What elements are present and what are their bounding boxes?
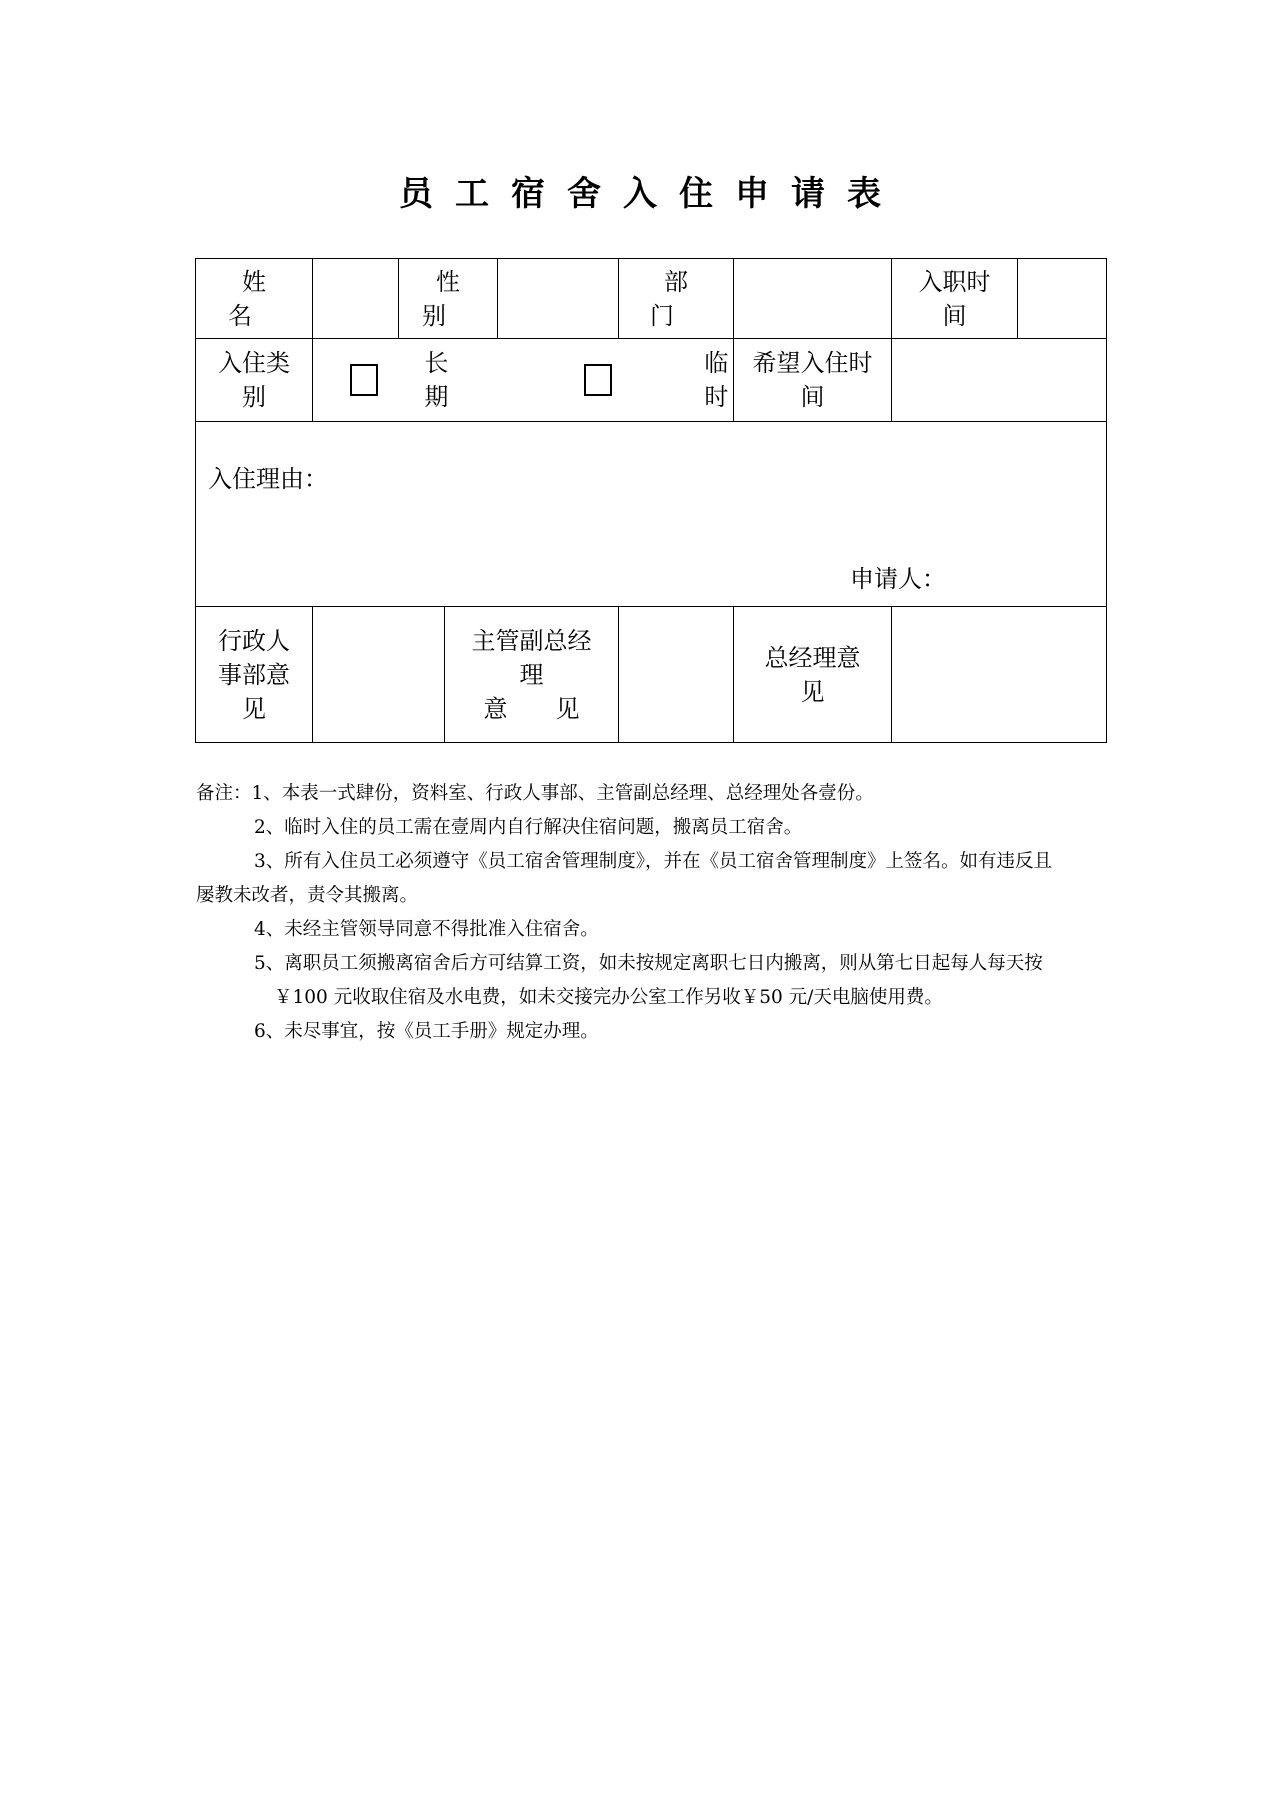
notes	[196, 777, 1106, 1049]
gender-field[interactable]	[498, 259, 619, 339]
row-approvals	[196, 607, 1107, 743]
note-5-cont: ￥100 元收取住宿及水电费，如未交接完办公室工作另收￥50 元/天电脑使用费。	[274, 987, 943, 1008]
reason-area[interactable]	[196, 422, 1107, 607]
reason-label: 入住理由：	[208, 465, 328, 493]
vgm-opinion-field[interactable]	[619, 607, 734, 743]
hr-opinion-label: 行政人 事部意 见	[196, 607, 313, 743]
stay-type-options	[313, 339, 734, 422]
long-term-checkbox[interactable]	[350, 364, 378, 396]
hope-date-field[interactable]	[892, 339, 1107, 422]
temporary-label: 临时	[704, 349, 729, 411]
note-4: 4、未经主管领导同意不得批准入住宿舍。	[254, 919, 599, 940]
name-field[interactable]	[313, 259, 399, 339]
note-3: 3、所有入住员工必须遵守《员工宿舍管理制度》，并在《员工宿舍管理制度》上签名。如有违反且	[254, 851, 1053, 872]
note-6: 6、未尽事宜，按《员工手册》规定办理。	[254, 1021, 599, 1042]
note-3-cont: 屡教未改者，责令其搬离。	[196, 885, 419, 906]
join-date-label: 入职时 间	[892, 259, 1018, 339]
row-stay-type	[196, 339, 1107, 422]
long-term-label: 长期	[424, 349, 449, 411]
gm-opinion-label: 总经理意 见	[734, 607, 892, 743]
row-basic-info	[196, 259, 1107, 339]
temporary-checkbox[interactable]	[584, 364, 612, 396]
gm-opinion-field[interactable]	[892, 607, 1107, 743]
stay-type-label: 入住类 别	[196, 339, 313, 422]
note-5: 5、离职员工须搬离宿舍后方可结算工资，如未按规定离职七日内搬离，则从第七日起每人每天按	[254, 953, 1043, 974]
join-date-field[interactable]	[1018, 259, 1107, 339]
name-label: 姓 名	[196, 259, 313, 339]
application-form	[195, 258, 1107, 743]
department-label: 部 门	[619, 259, 734, 339]
hr-opinion-field[interactable]	[313, 607, 445, 743]
hope-date-label: 希望入住时 间	[734, 339, 892, 422]
page-title: 员工宿舍入住申请表	[399, 174, 903, 214]
note-2: 2、临时入住的员工需在壹周内自行解决住宿问题，搬离员工宿舍。	[254, 817, 803, 838]
note-1: 备注：1、本表一式肆份，资料室、行政人事部、主管副总经理、总经理处各壹份。	[196, 783, 874, 804]
row-reason	[196, 422, 1107, 607]
gender-label: 性 别	[399, 259, 498, 339]
department-field[interactable]	[734, 259, 892, 339]
applicant-label: 申请人：	[850, 565, 946, 593]
vgm-opinion-label: 主管副总经 理 意 见	[445, 607, 619, 743]
